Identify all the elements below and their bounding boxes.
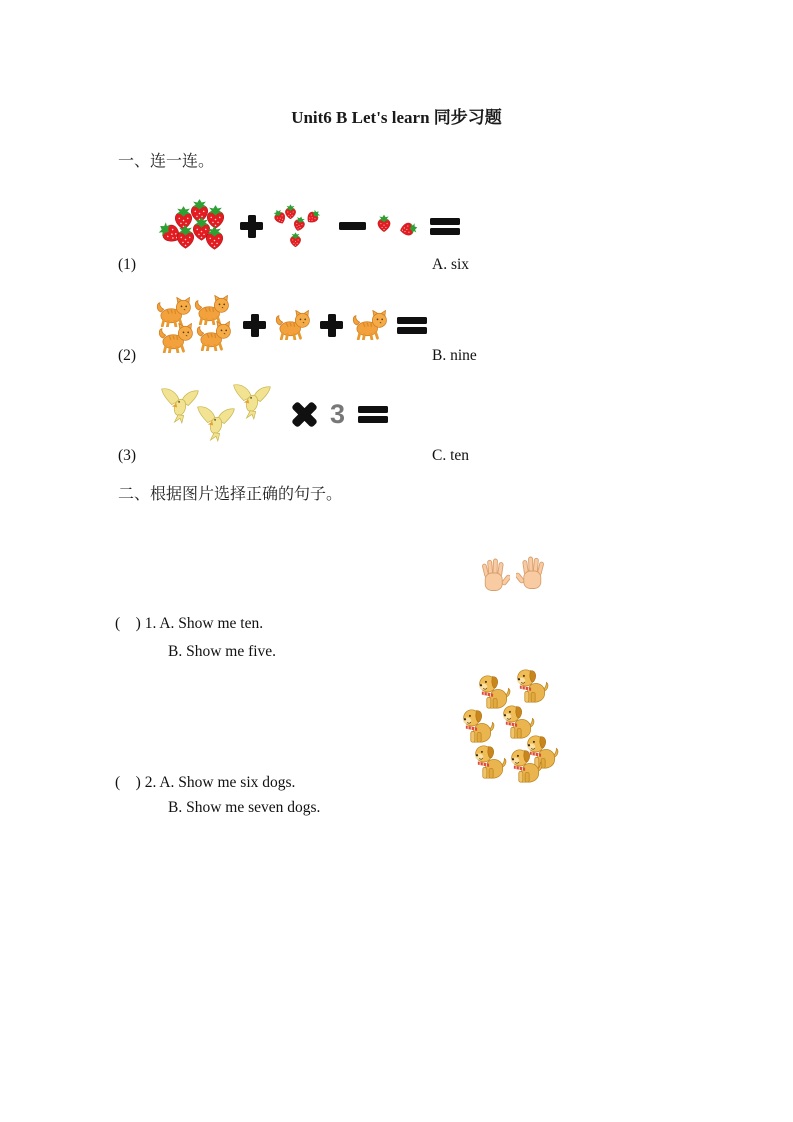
- equation-3: [158, 385, 388, 443]
- times-icon: [287, 396, 322, 431]
- question-2-line-a: [115, 774, 295, 792]
- plus-icon: [320, 314, 343, 337]
- problem-1-number: (1): [118, 256, 137, 273]
- equals-icon: [358, 402, 388, 426]
- strawberry-pair: [374, 211, 422, 241]
- section-two-heading: 二、根据图片选择正确的句子。: [118, 486, 343, 503]
- problem-2-number: (2): [118, 347, 137, 364]
- question-1-option-b: B. Show me five.: [168, 643, 277, 660]
- minus-icon: [339, 215, 366, 238]
- bird-group: [158, 385, 270, 443]
- strawberry-group-small: [271, 202, 331, 250]
- hands-image: [478, 553, 552, 599]
- dogs-image: [452, 668, 562, 788]
- question-2-option-b: B. Show me seven dogs.: [168, 799, 321, 816]
- multiplier-number: 3: [330, 398, 346, 429]
- equation-1: [158, 197, 460, 255]
- plus-icon: [243, 314, 266, 337]
- question-1-option-a: A. Show me ten.: [159, 615, 264, 632]
- question-1-line-a: [115, 615, 263, 633]
- page-title: Unit6 B Let's learn 同步习题: [291, 108, 502, 127]
- equals-icon: [397, 313, 427, 337]
- answer-blank: ( ) 2.: [115, 774, 160, 791]
- equation-2: [155, 297, 427, 353]
- section-one-heading: 一、连一连。: [118, 153, 215, 170]
- strawberry-group-large: [158, 197, 232, 255]
- question-2-option-a: A. Show me six dogs.: [159, 774, 296, 791]
- answer-blank: ( ) 1.: [115, 615, 160, 632]
- answer-option-six: A. six: [432, 256, 470, 273]
- cat-group: [155, 297, 235, 353]
- equals-icon: [430, 214, 460, 238]
- problem-3-number: (3): [118, 447, 137, 464]
- single-cat: [351, 310, 389, 340]
- answer-option-nine: B. nine: [432, 347, 477, 364]
- plus-icon: [240, 215, 263, 238]
- answer-option-ten: C. ten: [432, 447, 470, 464]
- single-cat: [274, 310, 312, 340]
